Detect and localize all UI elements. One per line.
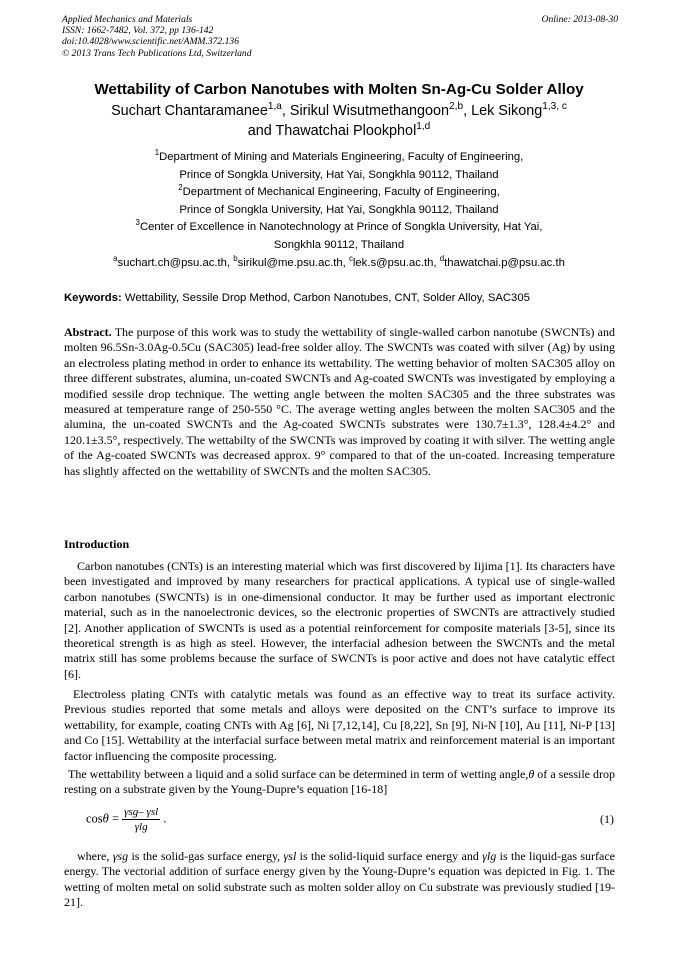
equation-fraction <box>122 806 160 833</box>
doi-line: doi:10.4028/www.scientific.net/AMM.372.136 <box>62 36 240 48</box>
affiliation-1 <box>40 149 638 184</box>
email-link[interactable]: lek.s@psu.ac.th, <box>352 257 440 269</box>
author-name: Lek Sikong <box>471 103 543 119</box>
author-list: Suchart Chantaramanee$^{1,a}$, Sirikul Wisutmethangoon$^{2,b}$, Lek Sikong$^{1,3, c}$ and Thawatchai Plookphol$^{1,d}$ <box>111 101 567 139</box>
paper-title: Wettability of Carbon Nanotubes with Molten Sn-Ag-Cu Solder Alloy <box>94 81 584 98</box>
intro-paragraph-1: Carbon nanotubes (CNTs) is an interesting material which was first discovered by Iijima [1]. Its characters have been investigated and improved by many researchers for practical applications. A typical use of single-walled carbon nanotubes (SWCNTs) is in one-dimensional conductor. It may be further used as important electronic material, such as in the nanoelectronic devices, so the electronic properties of SWCNTs are attractively studied [2]. Another application of SWCNTs is used as a potential reinforcement for composite materials [3-5], since its theoretical strength is as high as steel. However, the interfacial adhesion between the SWCNTs and the metal matrix still has some problems because the surface of SWCNTs is poor active and does not have catalytic effect [6]. <box>64 559 615 681</box>
equation-period: . <box>160 811 167 826</box>
equation-number: (1) <box>600 812 614 826</box>
intro-paragraph-2: Electroless plating CNTs with catalytic metals was found as an effective way to treat its surface activity. Previous studies reported that some metals and alloys were deposited on the CNT’s surface to improve its wettability, for example, coating CNTs with Ag [6], Ni [7,12,14], Cu [8,22], Sn [9], Ni-N [10], Au [11], Ni-P [13] and Co [15]. Wettability at the interfacial surface between metal matrix and reinforcement material is an important factor influencing the composite processing. <box>64 687 615 763</box>
affiliation-2 <box>40 184 638 219</box>
abstract-text: The purpose of this work was to study the wettability of single-walled carbon nanotube (SWCNTs) and molten 96.5Sn-3.0Ag-0.5Cu (SAC305) lead-free solder alloy. The SWCNTs was coated with silver (Ag) by using an electroless plating method in order to enhance its wettability. The wetting behavior of molten SAC305 alloy on three different substrates, alumina, un-coated SWCNTs and Ag-coated SWCNTs was investigated by employing a modified sessile drop technique. The wetting angle between the molten SAC305 and the three substrates was measured at temperature range of 250-550 °C. The average wetting angles between the molten SAC305 and the alumina, the un-coated SWCNTs and the Ag-coated SWCNTs substrates were 130.7±1.3°, 128.4±4.2° and 120.1±3.5°, respectively. The wettabilty of the SWCNTs was improved by coating it with silver. The wetting angle of the Ag-coated SWCNTs was decreased approx. 9° compared to that of the un-coated. Increasing temperature has slightly affected on the wettability of SWCNTs and the molten SAC305. <box>64 325 615 478</box>
paragraph-text: is the solid-gas surface energy, <box>128 849 284 863</box>
paragraph-text: where, <box>77 849 113 863</box>
affil-line: Department of Mechanical Engineering, Faculty of Engineering, <box>182 186 500 198</box>
affil-line: Prince of Songkla University, Hat Yai, Songkhla 90112, Thailand <box>179 168 499 181</box>
paragraph-text: is the liquid-gas surface energy. The vectorial addition of surface energy given by the Young-Dupre’s equation was depicted in Fig. 1. The wetting of molten metal on solid substrate such as molten solder alloy on Cu substrate was previously studied [19-21]. <box>64 849 615 910</box>
paragraph-text: is the solid-liquid surface energy and <box>296 849 483 863</box>
affil-number: 1 <box>154 148 160 158</box>
young-dupre-equation <box>86 806 166 833</box>
affil-number: 2 <box>178 183 183 193</box>
keywords-label: Keywords: <box>64 292 122 304</box>
paragraph-text: The wettability between a liquid and a solid surface can be determined in term of wetting angle, <box>68 767 529 781</box>
affil-line: Prince of Songkla University, Hat Yai, Songkhla 90112, Thailand <box>179 203 499 216</box>
email-mark: a <box>113 254 118 264</box>
author-affil-mark: 1,d <box>416 121 431 133</box>
keywords-line <box>64 292 620 304</box>
online-date: Online: 2013-08-30 <box>541 14 618 25</box>
author-name: Sirikul Wisutmethangoon <box>289 103 450 119</box>
gamma-sg-symbol: γsg <box>112 849 129 863</box>
journal-header <box>62 14 618 59</box>
section-heading-introduction: Introduction <box>64 537 130 551</box>
abstract-label: Abstract. <box>64 325 112 339</box>
affiliation-3 <box>40 219 638 254</box>
journal-name: Applied Mechanics and Materials <box>62 14 193 25</box>
equation-equals: = <box>108 811 123 826</box>
email-link[interactable]: suchart.ch@psu.ac.th, <box>117 257 234 269</box>
email-link[interactable]: sirikul@me.psu.ac.th, <box>237 257 349 269</box>
gamma-lg-symbol: γlg <box>482 849 497 863</box>
keywords-text: Wettability, Sessile Drop Method, Carbon Nanotubes, CNT, Solder Alloy, SAC305 <box>121 292 530 304</box>
theta-symbol: θ <box>528 767 535 781</box>
author-affil-mark: 1,a <box>267 101 282 113</box>
affil-line: Department of Mining and Materials Engineering, Faculty of Engineering, <box>159 151 524 163</box>
paragraph-text: of a sessile drop resting on a substrate given by the Young-Dupre’s equation [16-18] <box>64 767 615 797</box>
intro-paragraph-3 <box>64 767 615 798</box>
copyright-line: © 2013 Trans Tech Publications Ltd, Switzerland <box>62 47 252 59</box>
email-link[interactable]: thawatchai.p@psu.ac.th <box>444 257 565 269</box>
author-affil-mark: 1,3, c <box>542 101 567 113</box>
author-and: and <box>247 123 276 139</box>
email-mark: b <box>233 254 238 264</box>
affil-line: Songkhla 90112, Thailand <box>273 238 405 251</box>
affil-line: Center of Excellence in Nanotechnology at Prince of Songkla University, Hat Yai, <box>139 221 543 233</box>
equation-numerator: γsg– γsl <box>124 806 159 818</box>
affil-number: 3 <box>135 218 140 228</box>
issn-line: ISSN: 1662-7482, Vol. 372, pp 136-142 <box>62 25 214 37</box>
email-mark: c <box>348 254 353 264</box>
intro-paragraph-4 <box>64 849 615 911</box>
abstract-paragraph <box>64 325 615 479</box>
author-name: Thawatchai Plookphol <box>275 123 417 139</box>
equation-denominator: γlg <box>134 821 148 833</box>
author-name: Suchart Chantaramanee <box>111 103 268 119</box>
email-mark: d <box>439 254 445 264</box>
gamma-sl-symbol: γsl <box>283 849 297 863</box>
equation-cos: cos <box>86 811 103 826</box>
equation-theta: θ <box>102 811 109 826</box>
author-affil-mark: 2,b <box>449 101 464 113</box>
email-list <box>40 255 638 273</box>
